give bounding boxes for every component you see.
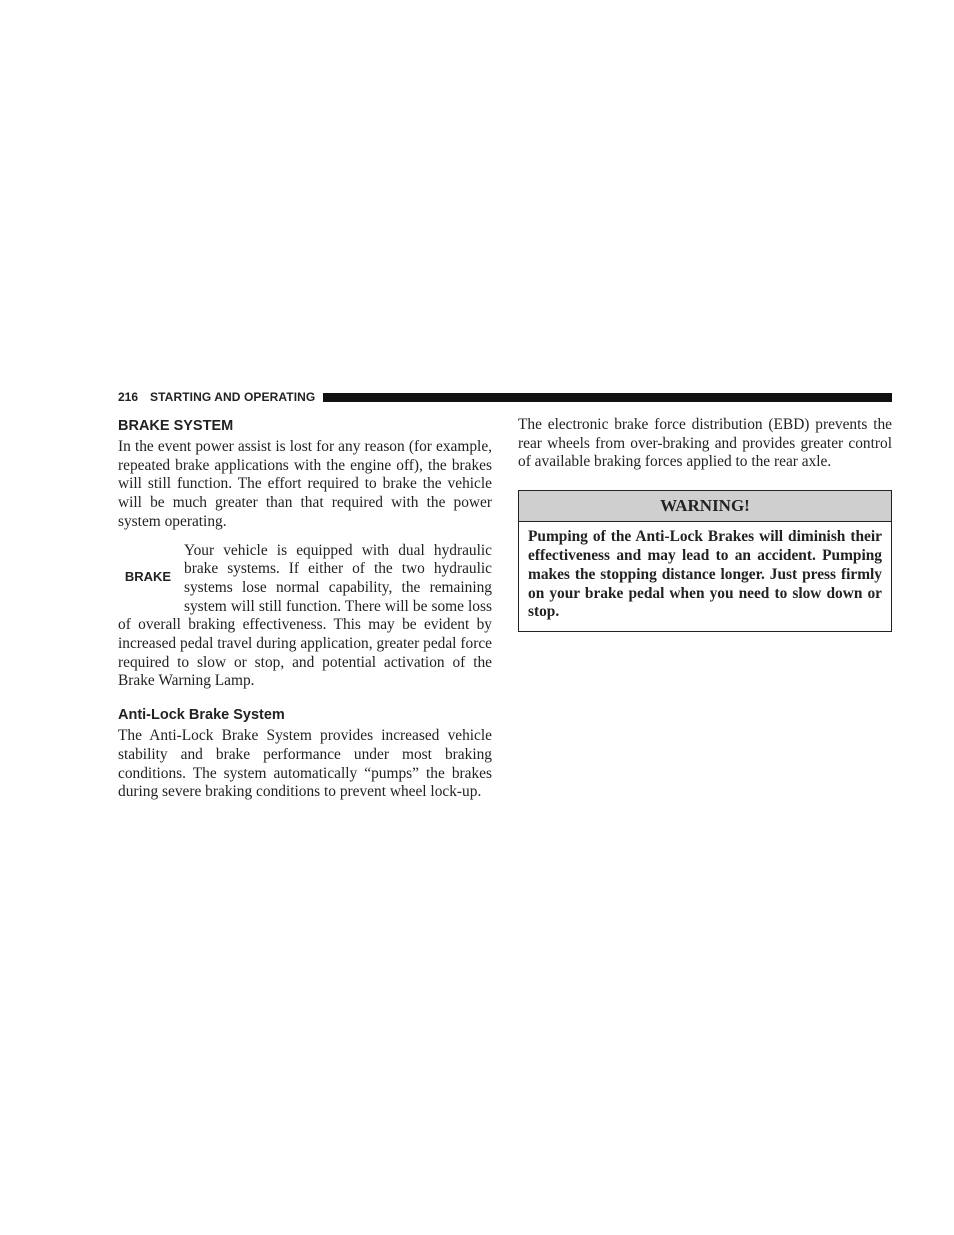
right-column: [518, 416, 892, 632]
warning-title: WARNING!: [519, 491, 891, 522]
power-assist-paragraph: In the event power assist is lost for any reason (for example, repeated brake applications with the engine off), the brakes will still function. The effort required to brake the vehicle will be much greater than that required with the power system operating.: [118, 438, 492, 530]
dual-hydraulic-paragraph: Your vehicle is equipped with dual hydraulic brake systems. If either of the two hydraulic systems lose normal capability, the remaining system will still function. There will be some loss of overall braking effectiveness. This may be evident by increased pedal travel during application, greater pedal force required to slow or stop, and potential activation of the Brake Warning Lamp.: [118, 541, 492, 690]
warning-text: Pumping of the Anti-Lock Brakes will diminish their effectiveness and may lead to an accident. Pumping makes the stopping distance longer. Just press firmly on your brake pedal when you need to slow down or stop.: [528, 528, 882, 621]
dual-hydraulic-block: [118, 542, 492, 692]
left-column: [118, 416, 492, 812]
page-header: [118, 389, 892, 405]
brake-warning-lamp-icon: BRAKE: [124, 569, 172, 585]
section-title: STARTING AND OPERATING: [150, 390, 316, 404]
ebd-paragraph: The electronic brake force distribution (EBD) prevents the rear wheels from over-braking and provides greater control of available braking forces applied to the rear axle.: [518, 416, 892, 471]
header-rule: [323, 393, 892, 402]
warning-body: [519, 522, 891, 631]
anti-lock-heading: Anti-Lock Brake System: [118, 707, 285, 724]
anti-lock-paragraph: The Anti-Lock Brake System provides increased vehicle stability and brake performance under most braking conditions. The system automatically “pumps” the brakes during severe braking conditions to prevent wheel lock-up.: [118, 727, 492, 801]
warning-box: [518, 490, 892, 632]
brake-system-heading: BRAKE SYSTEM: [118, 418, 234, 434]
page-number: 216: [118, 390, 139, 404]
